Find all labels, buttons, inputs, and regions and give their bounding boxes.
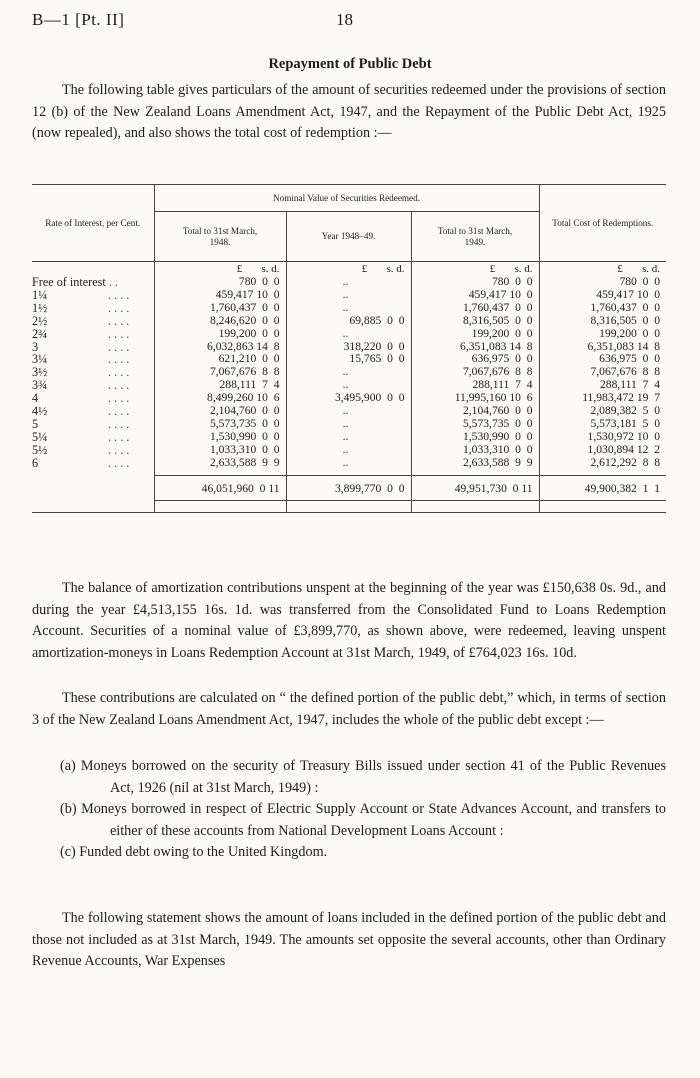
rate-cell (32, 431, 154, 444)
value-cell: 1,760,437 0 0 (411, 302, 539, 315)
value-cell: 199,200 0 0 (411, 328, 539, 341)
table-row (32, 289, 666, 302)
value-cell: 2,089,382 5 0 (539, 405, 666, 418)
value-cell: 5,573,735 0 0 (411, 418, 539, 431)
rate-label: 5½ (32, 443, 48, 457)
rate-cell (32, 457, 154, 470)
col-header-rate: Rate of Interest, per Cent. (32, 185, 154, 262)
rate-cell (32, 366, 154, 379)
col-header-total-1948: Total to 31st March, 1948. (154, 212, 286, 262)
col-header-total-1949: Total to 31st March, 1949. (411, 212, 539, 262)
value-cell: .. (286, 328, 411, 341)
rate-label: Free of interest (32, 276, 106, 289)
contributions-paragraph (32, 688, 666, 731)
rate-cell (32, 392, 154, 405)
table-row (32, 457, 666, 470)
rate-cell (32, 276, 154, 289)
leader-dots: . . . . (108, 443, 130, 457)
balance-paragraph (32, 578, 666, 664)
unit-shillings: s. (514, 263, 522, 275)
rate-label: 3¾ (32, 379, 48, 393)
rate-label: 4½ (32, 405, 48, 418)
leader-dots: . . . . (108, 327, 130, 341)
table-row (32, 392, 666, 405)
value-cell: 1,033,310 0 0 (154, 444, 286, 457)
rate-cell (32, 341, 154, 354)
value-cell: 1,030,894 12 2 (539, 444, 666, 457)
value-cell: .. (286, 366, 411, 379)
rate-cell (32, 315, 154, 328)
value-cell: 780 0 0 (154, 276, 286, 289)
value-cell: 199,200 0 0 (154, 328, 286, 341)
list-item: (a) Moneys borrowed on the security of Treasury Bills issued under section 41 of the Public Revenues Act, 1926 (nil at 31st March, 1949) : (60, 758, 666, 796)
value-cell: 1,530,972 10 0 (539, 431, 666, 444)
value-cell: 636,975 0 0 (411, 353, 539, 366)
value-cell: 7,067,676 8 8 (411, 366, 539, 379)
value-cell: .. (286, 457, 411, 470)
table-row (32, 366, 666, 379)
section-title: Repayment of Public Debt (268, 56, 432, 72)
value-cell: 69,885 0 0 (286, 315, 411, 328)
table-row (32, 444, 666, 457)
intro-paragraph (32, 80, 666, 145)
unit-shillings: s. (641, 263, 650, 275)
col-header-cost: Total Cost of Redemptions. (539, 185, 666, 262)
unit-pound: £ (617, 263, 623, 275)
leader-dots: . . . . (108, 353, 130, 367)
value-cell: .. (286, 418, 411, 431)
statement-text: The following statement shows the amount of loans included in the defined portion of the public debt and those not included as at 31st March, 1949. The amounts set opposite the several accounts, other than Ordinary Revenue Accounts, War Expenses (32, 910, 666, 969)
value-cell: 1,760,437 0 0 (154, 302, 286, 315)
value-cell: 318,220 0 0 (286, 341, 411, 354)
value-cell: 1,530,990 0 0 (411, 431, 539, 444)
value-cell: 199,200 0 0 (539, 328, 666, 341)
rate-label: 2½ (32, 314, 48, 328)
value-cell: 459,417 10 0 (154, 289, 286, 302)
value-cell: 7,067,676 8 8 (154, 366, 286, 379)
value-cell: 2,104,760 0 0 (154, 405, 286, 418)
rate-label: 5¼ (32, 430, 48, 444)
total-cell: 3,899,770 0 0 (286, 476, 411, 501)
rate-label: 2¾ (32, 327, 48, 341)
rate-cell (32, 302, 154, 315)
value-cell: 6,032,863 14 8 (154, 341, 286, 354)
value-cell: 636,975 0 0 (539, 353, 666, 366)
value-cell: 288,111 7 4 (154, 379, 286, 392)
rate-label: 4 (32, 392, 39, 406)
page-header (32, 10, 660, 34)
value-cell: 3,495,900 0 0 (286, 392, 411, 405)
total-cell: 49,951,730 0 11 (411, 476, 539, 501)
leader-dots: . . . . (108, 417, 130, 431)
value-cell: 8,499,260 10 6 (154, 392, 286, 405)
leader-dots: . . . . (108, 430, 130, 444)
value-cell: 1,033,310 0 0 (411, 444, 539, 457)
value-cell: 2,633,588 9 9 (154, 457, 286, 470)
unit-pound: £ (236, 263, 243, 275)
rate-cell (32, 328, 154, 341)
rate-label: 3¼ (32, 353, 48, 367)
value-cell: .. (286, 444, 411, 457)
value-cell: 11,983,472 19 7 (539, 392, 666, 405)
value-cell: .. (286, 302, 411, 315)
unit-shillings: s. (261, 263, 269, 275)
balance-text: The balance of amortization contributions unspent at the beginning of the year was £150,638 0s. 9d., and during the year £4,513,155 16s. 1d. was transferred from the Consolidated Fund to Loans Redemption Account. Securities of a nominal value of £3,899,770, as shown above, were redeemed, leaving unspent amortization-moneys in Loans Redemption Account at 31st March, 1949, of £764,023 16s. 10d. (32, 580, 666, 661)
table-body (32, 276, 666, 470)
table-row (32, 328, 666, 341)
value-cell: 1,760,437 0 0 (539, 302, 666, 315)
list-item: (c) Funded debt owing to the United Kingdom. (60, 844, 328, 860)
value-cell: .. (286, 289, 411, 302)
value-cell: 6,351,083 14 8 (411, 341, 539, 354)
table-row (32, 418, 666, 431)
value-cell: 288,111 7 4 (411, 379, 539, 392)
unit-pound: £ (361, 263, 368, 275)
statement-paragraph (32, 908, 666, 973)
rate-cell (32, 353, 154, 366)
document-reference: B—1 [Pt. II] (32, 10, 125, 29)
rate-label: 5 (32, 417, 39, 431)
leader-dots: . . . . (108, 379, 130, 393)
contributions-text: These contributions are calculated on “ the defined portion of the public debt,” which, in terms of section 3 of the New Zealand Loans Amendment Act, 1947, includes the whole of the public debt except :— (32, 690, 666, 728)
unit-pence: d. (651, 263, 661, 275)
col-header-year: Year 1948–49. (286, 212, 411, 262)
value-cell: .. (286, 276, 411, 289)
table-row (32, 276, 666, 289)
rate-cell (32, 418, 154, 431)
total-cell: 49,900,382 1 1 (539, 476, 666, 501)
table-row (32, 353, 666, 366)
rate-label: 1¼ (32, 288, 48, 302)
value-cell: 11,995,160 10 6 (411, 392, 539, 405)
value-cell: .. (286, 431, 411, 444)
value-cell: 2,104,760 0 0 (411, 405, 539, 418)
table-row (32, 315, 666, 328)
leader-dots: . . . . (108, 301, 130, 315)
rate-cell (32, 379, 154, 392)
redemption-table (32, 184, 666, 513)
leader-dots: . . (105, 276, 118, 289)
leader-dots: . . . . (108, 314, 130, 328)
rate-label: 6 (32, 456, 39, 470)
unit-pence: d. (271, 263, 280, 275)
list-item: (b) Moneys borrowed in respect of Electric Supply Account or State Advances Account, and transfers to either of these accounts from National Development Loans Account : (60, 801, 666, 839)
value-cell: .. (286, 379, 411, 392)
value-cell: 2,612,292 8 8 (539, 457, 666, 470)
value-cell: 8,246,620 0 0 (154, 315, 286, 328)
unit-shillings: s. (386, 263, 394, 275)
units-row (32, 262, 666, 277)
leader-dots: . . . . (108, 288, 130, 302)
leader-dots: . . . . (108, 340, 130, 354)
exceptions-list (32, 756, 666, 864)
table-row (32, 302, 666, 315)
unit-pence: d. (524, 263, 533, 275)
intro-text: The following table gives particulars of the amount of securities redeemed under the provisions of section 12 (b) of the New Zealand Loans Amendment Act, 1947, and the Repayment of the Public Debt Act, 1925 (now repealed), and also shows the total cost of redemption :— (32, 82, 666, 141)
value-cell: 459,417 10 0 (539, 289, 666, 302)
unit-pound: £ (489, 263, 496, 275)
rate-cell (32, 444, 154, 457)
rate-cell (32, 289, 154, 302)
value-cell: 5,573,735 0 0 (154, 418, 286, 431)
value-cell: 2,633,588 9 9 (411, 457, 539, 470)
leader-dots: . . . . (108, 392, 130, 406)
value-cell: 780 0 0 (539, 276, 666, 289)
rate-label: 3½ (32, 366, 48, 380)
value-cell: 621,210 0 0 (154, 353, 286, 366)
page-number: 18 (336, 10, 353, 29)
unit-pence: d. (396, 263, 405, 275)
value-cell: 459,417 10 0 (411, 289, 539, 302)
total-cell: 46,051,960 0 11 (154, 476, 286, 501)
leader-dots: . . . . (108, 366, 130, 380)
value-cell: 780 0 0 (411, 276, 539, 289)
redemption-table-wrapper (32, 184, 666, 513)
rate-label: 1½ (32, 301, 48, 315)
value-cell: 5,573,181 5 0 (539, 418, 666, 431)
value-cell: 7,067,676 8 8 (539, 366, 666, 379)
value-cell: 8,316,505 0 0 (411, 315, 539, 328)
col-group-header: Nominal Value of Securities Redeemed. (154, 185, 539, 212)
leader-dots: . . . . (108, 405, 130, 418)
table-row (32, 431, 666, 444)
value-cell: 8,316,505 0 0 (539, 315, 666, 328)
totals-row (32, 476, 666, 501)
value-cell: .. (286, 405, 411, 418)
rate-cell (32, 405, 154, 418)
value-cell: 1,530,990 0 0 (154, 431, 286, 444)
rate-label: 3 (32, 340, 39, 354)
value-cell: 288,111 7 4 (539, 379, 666, 392)
leader-dots: . . . . (108, 456, 130, 470)
value-cell: 15,765 0 0 (286, 353, 411, 366)
table-row (32, 405, 666, 418)
value-cell: 6,351,083 14 8 (539, 341, 666, 354)
